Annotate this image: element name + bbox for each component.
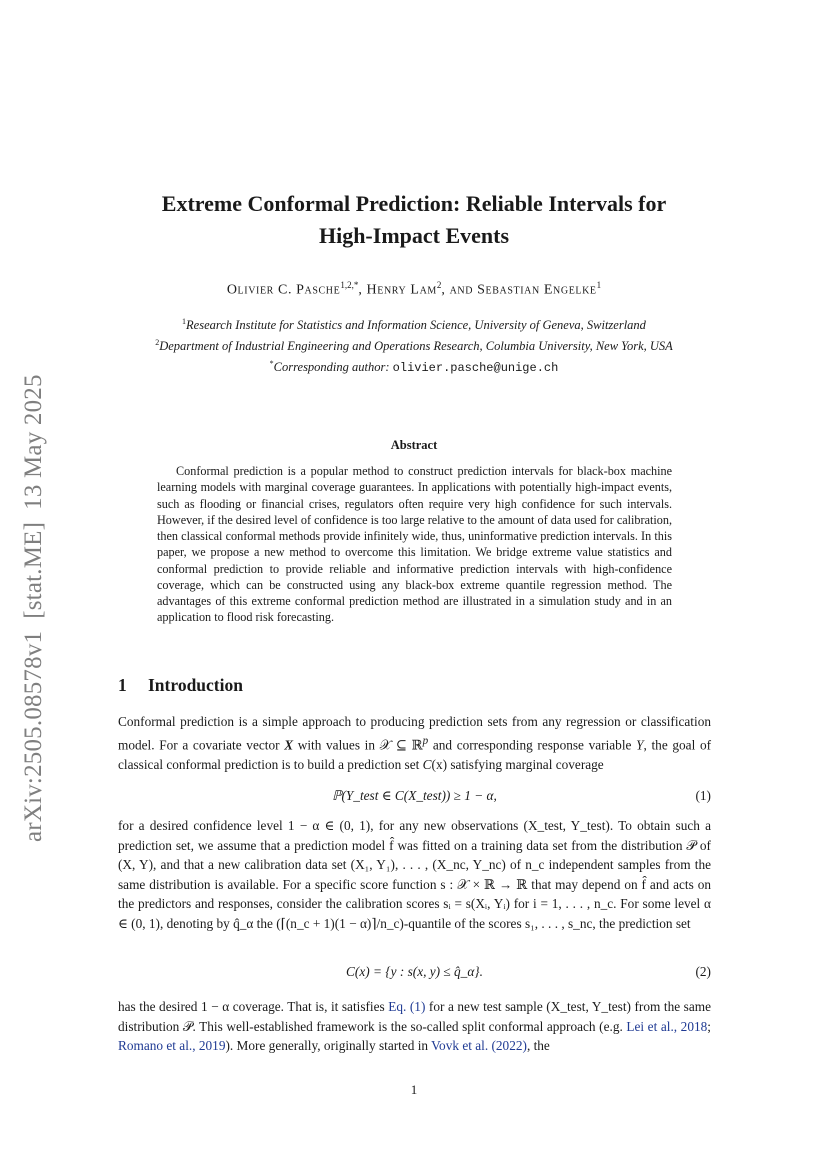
author-3: Sebastian Engelke — [477, 282, 597, 298]
section-heading-introduction — [118, 675, 243, 696]
p3-text-2: for a new test sample (X_test, Y_test) from the same distribution 𝒫. This well-established framework is the so-called split conformal approach (e.g. — [118, 999, 711, 1034]
p3-text-4: ). More generally, originally started in — [225, 1038, 432, 1054]
p3-text-1: has the desired 1 − α coverage. That is, it satisfies — [118, 999, 389, 1014]
equation-1-number: (1) — [695, 788, 711, 803]
equation-1-body: ℙ(Y_test ∈ C(X_test)) ≥ 1 − α, — [332, 788, 497, 803]
section-title: Introduction — [148, 675, 243, 695]
citation-romano-link[interactable]: Romano et al., 2019 — [118, 1038, 226, 1054]
p1-var-x: X — [284, 737, 294, 753]
p1-set-c: C — [422, 756, 432, 772]
citation-vovk-link[interactable]: Vovk et al. (2022) — [431, 1038, 527, 1054]
author-2: Henry Lam — [366, 282, 437, 298]
citation-lei-link[interactable]: Lei et al., 2018 — [626, 1018, 708, 1034]
paper-title — [100, 188, 728, 252]
affiliation-1-marker: 1 — [182, 317, 187, 326]
author-1-affil: 1,2,* — [340, 280, 359, 290]
p1-text-5: (x) satisfying marginal coverage — [431, 756, 604, 772]
section-number: 1 — [118, 675, 127, 695]
p3-text-3: ; — [707, 1018, 711, 1034]
p1-text-2: with values in — [293, 737, 380, 753]
equation-2-number: (2) — [695, 964, 711, 979]
affiliation-1 — [100, 313, 728, 334]
p1-var-y: Y — [636, 737, 644, 753]
p1-text-1: Conformal prediction is a simple approach to producing prediction sets from any regression or classification model. For a covariate vector — [118, 714, 711, 753]
title-line-2: High-Impact Events — [318, 223, 510, 248]
p1-text-3: and corresponding response variable — [428, 737, 637, 753]
intro-paragraph-2: for a desired confidence level 1 − α ∈ (0, 1), for any new observations (X_test, Y_test). To obtain such a prediction set, we assume that a prediction model f̂ was fitted on a training data set from the distribution 𝒫 of (X, Y), and that a new calibration data set (X₁, Y₁), . . . , (X_nc, Y_nc) of n_c independent samples from the same distribution is available. For a specific score function s : 𝒳 × ℝ → ℝ that may depend on f̂ and acts on the predictors and responses, consider the calibration scores sᵢ = s(Xᵢ, Yᵢ) for i = 1, . . . , n_c. For some level α ∈ (0, 1), denoting by q̂_α the (⌈(n_c + 1)(1 − α)⌉/n_c)-quantile of the scores s₁, . . . , s_nc, the prediction set — [118, 818, 711, 931]
author-2-affil: 2 — [436, 280, 442, 290]
author-1: Olivier C. Pasche — [226, 282, 341, 298]
equation-1 — [118, 788, 711, 808]
p1-dim: p — [422, 734, 429, 747]
intro-paragraph-1 — [118, 712, 711, 774]
corresponding-marker: * — [269, 359, 274, 369]
author-separator-and: , and — [441, 282, 478, 298]
affiliation-2 — [100, 334, 728, 355]
corresponding-author — [100, 355, 728, 377]
affiliation-1-text: Research Institute for Statistics and Information Science, University of Geneva, Switzerland — [186, 318, 646, 333]
author-3-affil: 1 — [596, 280, 602, 290]
affiliations — [100, 313, 728, 377]
p3-text-5: , the — [526, 1038, 550, 1054]
p1-text-4: , the goal of classical conformal prediction is to build a prediction set — [118, 737, 712, 772]
equation-2 — [118, 964, 711, 984]
arxiv-date: 13 May 2025 — [20, 374, 47, 510]
page-number: 1 — [410, 1082, 418, 1097]
equation-1-link[interactable]: Eq. (1) — [388, 999, 426, 1014]
arxiv-id: arXiv:2505.08578v1 — [20, 630, 47, 842]
abstract-heading: Abstract — [390, 438, 438, 452]
p1-domain: 𝒳 ⊆ ℝ — [379, 737, 423, 753]
affiliation-2-marker: 2 — [155, 338, 160, 348]
affiliation-2-text: Department of Industrial Engineering and Operations Research, Columbia University, New York, USA — [159, 339, 673, 354]
author-list — [100, 280, 728, 299]
abstract-body: Conformal prediction is a popular method to construct prediction intervals for black-box machine learning models with marginal coverage guarantees. In applications with potentially high-impact events, such as flooding or financial crises, regulators often require very high confidence for such intervals. However, if the desired level of confidence is too large relative to the amount of data used for calibration, then classical conformal methods provide infinitely wide, thus, uninformative prediction intervals. In this paper, we propose a new method to overcome this limitation. We bridge extreme value statistics and conformal prediction to provide reliable and informative prediction intervals with high-confidence coverage, which can be constructed using any black-box extreme quantile regression method. The advantages of this extreme conformal prediction method are illustrated in a simulation study and in an application to flood risk forecasting. — [157, 464, 672, 625]
corresponding-email-link[interactable]: olivier.pasche@unige.ch — [392, 361, 559, 376]
intro-paragraph-3 — [118, 997, 711, 1056]
equation-2-body: C(x) = {y : s(x, y) ≤ q̂_α}. — [346, 964, 483, 979]
title-line-1: Extreme Conformal Prediction: Reliable Intervals for — [161, 191, 667, 216]
arxiv-category: [stat.ME] — [20, 521, 47, 619]
author-separator: , — [358, 282, 367, 298]
arxiv-identifier-stamp — [20, 362, 48, 842]
corresponding-label: Corresponding author: — [273, 360, 393, 375]
